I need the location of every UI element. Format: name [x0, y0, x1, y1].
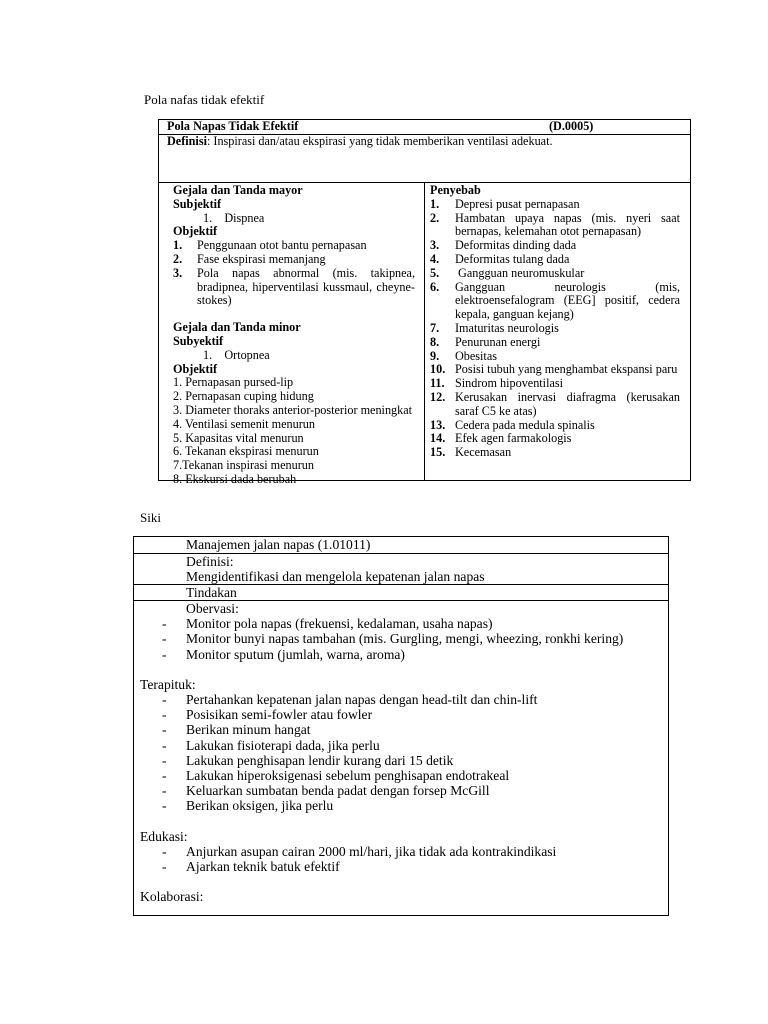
- list-item-number: 11.: [430, 376, 445, 391]
- list-item: [140, 768, 660, 783]
- list-item-number: 12.: [430, 389, 446, 404]
- list-item: [140, 722, 660, 737]
- siki-actions-label: Tindakan: [186, 585, 237, 600]
- list-item: [430, 239, 680, 253]
- bullet-dash: -: [162, 616, 167, 632]
- minor-subjective-label: Subyektif: [173, 333, 224, 348]
- bullet-dash: -: [162, 783, 167, 799]
- list-item-number: 13.: [430, 417, 446, 432]
- sdki-definition-label: Definisi: [167, 134, 207, 148]
- bullet-dash: -: [162, 859, 167, 875]
- list-item-text: Pola napas abnormal (mis. takipnea, bradipnea, hiperventilasi kussmaul, cheyne-stokes): [197, 265, 415, 308]
- list-item-number: 10.: [430, 362, 446, 377]
- list-item: 3. Diameter thoraks anterior-posterior meningkat: [173, 402, 413, 417]
- list-item: [140, 647, 660, 662]
- list-item-number: 3.: [173, 265, 183, 280]
- list-item-number: 3.: [430, 238, 440, 253]
- list-item-text: Penurunan energi: [455, 334, 541, 349]
- list-item: [430, 391, 680, 419]
- bullet-dash: -: [162, 798, 167, 814]
- list-item-number: 1.: [173, 238, 183, 253]
- list-item: [430, 350, 680, 364]
- bullet-dash: -: [162, 646, 167, 662]
- list-item: 2. Pernapasan cuping hidung: [173, 389, 314, 404]
- major-objective-list: [173, 239, 415, 308]
- list-item-text: Imaturitas neurologis: [455, 320, 559, 335]
- list-item: [430, 446, 680, 460]
- sdki-table: [158, 119, 691, 486]
- siki-title: Siki: [140, 510, 161, 525]
- bullet-dash: -: [162, 768, 167, 784]
- siki-intervention-title: Manajemen jalan napas (1.01011): [186, 537, 371, 552]
- major-subjective-item: 1. Dispnea: [203, 210, 265, 225]
- bullet-dash: -: [162, 692, 167, 708]
- sdki-column-divider: [424, 183, 425, 480]
- list-item: [140, 783, 660, 798]
- list-item-number: 1.: [430, 196, 440, 211]
- list-item-text: Kerusakan inervasi diafragma (kerusakan saraf C5 ke atas): [455, 389, 680, 418]
- sdki-header-row: [159, 120, 690, 135]
- list-item-text: Ajarkan teknik batuk efektif: [186, 859, 340, 875]
- cause-list: [430, 198, 680, 460]
- bullet-dash: -: [162, 737, 167, 753]
- list-item-text: Monitor bunyi napas tambahan (mis. Gurgling, mengi, wheezing, ronkhi kering): [186, 631, 624, 647]
- list-item: 4. Ventilasi semenit menurun: [173, 416, 315, 431]
- list-item-text: Lakukan penghisapan lendir kurang dari 15 detik: [186, 752, 454, 768]
- list-item-text: Lakukan fisioterapi dada, jika perlu: [186, 737, 380, 753]
- list-item-number: 15.: [430, 445, 446, 460]
- observation-list: [140, 616, 660, 662]
- siki-title-row: [134, 537, 668, 554]
- list-item: [140, 707, 660, 722]
- siki-actions-body: [140, 601, 660, 904]
- list-item: [430, 212, 680, 240]
- bullet-dash: -: [162, 707, 167, 723]
- list-item-text: Depresi pusat pernapasan: [455, 196, 580, 211]
- list-item: [430, 336, 680, 350]
- list-item-text: Posisi tubuh yang menghambat ekspansi paru: [455, 362, 678, 377]
- list-item: 8. Ekskursi dada berubah: [173, 471, 297, 486]
- list-item: [140, 859, 660, 874]
- bullet-dash: -: [162, 631, 167, 647]
- list-item-text: Keluarkan sumbatan benda padat dengan forsep McGill: [186, 783, 490, 799]
- sdki-definition-text: : Inspirasi dan/atau ekspirasi yang tidak memberikan ventilasi adekuat.: [206, 134, 553, 148]
- list-item: [430, 198, 680, 212]
- siki-definition-text: Mengidentifikasi dan mengelola kepatenan jalan napas: [186, 569, 485, 585]
- list-item-text: Posisikan semi-fowler atau fowler: [186, 707, 373, 723]
- list-item-text: Berikan minum hangat: [186, 722, 311, 738]
- list-item-text: Deformitas dinding dada: [455, 238, 577, 253]
- sdki-causes-column: [430, 184, 680, 460]
- list-item: [140, 692, 660, 707]
- list-item: 5. Kapasitas vital menurun: [173, 430, 304, 445]
- list-item-text: Hambatan upaya napas (mis. nyeri saat bernapas, kelemahan otot pernapasan): [455, 210, 680, 239]
- list-item: [140, 616, 660, 631]
- siki-table: [133, 536, 669, 916]
- list-item-number: 9.: [430, 348, 440, 363]
- list-item: [140, 798, 660, 813]
- siki-definition-row: [134, 554, 668, 585]
- observation-label: Obervasi:: [186, 601, 239, 616]
- minor-objective-list: [173, 376, 415, 486]
- education-list: [140, 844, 660, 874]
- list-item: 1. Pernapasan pursed-lip: [173, 375, 294, 390]
- list-item-text: Anjurkan asupan cairan 2000 ml/hari, jika tidak ada kontrakindikasi: [186, 843, 557, 859]
- major-subjective-label: Subjektif: [173, 196, 222, 211]
- list-item: 7.Tekanan inspirasi menurun: [173, 458, 314, 473]
- list-item: [430, 322, 680, 336]
- list-item: [140, 844, 660, 859]
- list-item-text: Efek agen farmakologis: [455, 431, 572, 446]
- list-item-number: 7.: [430, 320, 440, 335]
- list-item: [140, 738, 660, 753]
- list-item-number: 6.: [430, 279, 440, 294]
- list-item: [173, 239, 415, 253]
- therapeutic-list: [140, 692, 660, 814]
- bullet-dash: -: [162, 843, 167, 859]
- sdki-symptoms-column: [173, 184, 415, 487]
- collaboration-label: Kolaborasi:: [140, 889, 204, 905]
- education-label: Edukasi:: [140, 828, 188, 844]
- list-item-text: Obesitas: [455, 348, 497, 363]
- list-item-text: Penggunaan otot bantu pernapasan: [197, 238, 367, 253]
- sdki-title: Pola Napas Tidak Efektif: [167, 119, 299, 133]
- list-item-text: Cedera pada medula spinalis: [455, 417, 595, 432]
- list-item-number: 14.: [430, 431, 446, 446]
- list-item: [430, 363, 680, 377]
- list-item-text: Pertahankan kepatenan jalan napas dengan head-tilt dan chin-lift: [186, 692, 538, 708]
- list-item-number: 2.: [173, 251, 183, 266]
- list-item-text: Monitor pola napas (frekuensi, kedalaman, usaha napas): [186, 616, 493, 632]
- minor-heading: Gejala dan Tanda minor: [173, 320, 301, 335]
- list-item-text: Lakukan hiperoksigenasi sebelum penghisapan endotrakeal: [186, 768, 510, 784]
- list-item: [140, 631, 660, 646]
- list-item: [430, 432, 680, 446]
- list-item: [430, 419, 680, 433]
- list-item: [430, 377, 680, 391]
- list-item: [173, 267, 415, 308]
- list-item: 6. Tekanan ekspirasi menurun: [173, 444, 319, 459]
- list-item: [173, 253, 415, 267]
- list-item-text: Kecemasan: [455, 445, 512, 460]
- list-item-number: 5.: [430, 265, 440, 280]
- major-objective-label: Objektif: [173, 224, 218, 239]
- siki-definition-label: Definisi:: [186, 554, 234, 569]
- list-item: [430, 253, 680, 267]
- cause-heading: Penyebab: [430, 183, 481, 197]
- list-item-number: 4.: [430, 251, 440, 266]
- bullet-dash: -: [162, 722, 167, 738]
- list-item: [430, 281, 680, 322]
- list-item-text: Sindrom hipoventilasi: [455, 376, 563, 391]
- list-item-number: 2.: [430, 210, 440, 225]
- list-item-text: Fase ekspirasi memanjang: [197, 251, 326, 266]
- list-item-text: Gangguan neurologis (mis, elektroensefalogram (EEG] positif, cedera kepala, ganguan kejang): [455, 279, 680, 322]
- minor-objective-label: Objektif: [173, 361, 218, 376]
- list-item-text: Deformitas tulang dada: [455, 251, 570, 266]
- sdki-definition-row: [159, 135, 690, 183]
- major-heading: Gejala dan Tanda mayor: [173, 183, 303, 197]
- list-item: [430, 267, 680, 281]
- sdki-code: (D.0005): [549, 119, 594, 133]
- minor-subjective-item: 1. Ortopnea: [203, 347, 270, 362]
- list-item-number: 8.: [430, 334, 440, 349]
- siki-actions-row: [134, 585, 668, 601]
- list-item: [140, 753, 660, 768]
- bullet-dash: -: [162, 752, 167, 768]
- therapeutic-label: Terapituk:: [140, 676, 196, 692]
- list-item-text: Berikan oksigen, jika perlu: [186, 798, 334, 814]
- list-item-text: Gangguan neuromuskular: [455, 265, 585, 280]
- list-item-text: Monitor sputum (jumlah, warna, aroma): [186, 646, 405, 662]
- page-title: Pola nafas tidak efektif: [144, 92, 265, 107]
